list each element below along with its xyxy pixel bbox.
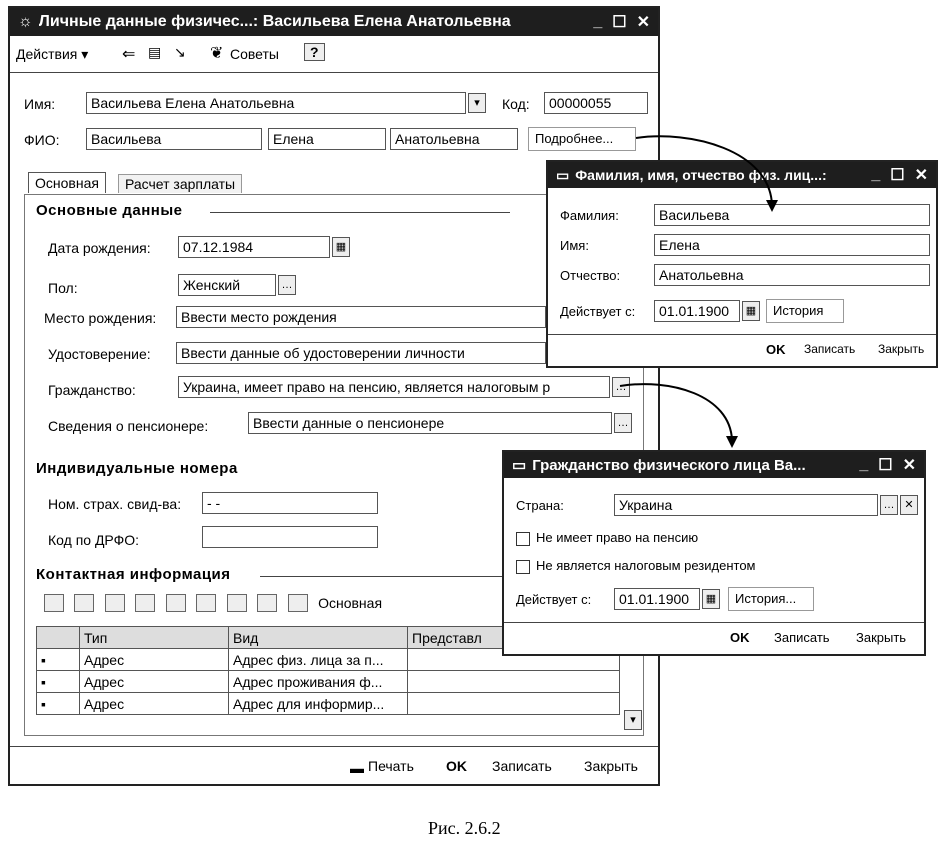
no-pension-checkbox[interactable] — [516, 532, 530, 546]
fio-dialog-title: Фамилия, имя, отчество физ. лиц...: — [575, 167, 827, 183]
country-label: Страна: — [516, 498, 564, 513]
name-dropdown-icon[interactable]: ▾ — [468, 93, 486, 113]
dialog-icon: ▭ — [556, 166, 570, 183]
citizenship-dialog — [502, 450, 926, 656]
clear-filter-icon[interactable] — [257, 594, 277, 612]
history-button[interactable]: История... — [728, 587, 814, 611]
filter-icon[interactable] — [166, 594, 186, 612]
table-cell — [408, 671, 620, 693]
main-mark-icon[interactable] — [288, 594, 308, 612]
table-row[interactable] — [37, 671, 620, 693]
calendar-icon[interactable]: ▦ — [702, 589, 720, 609]
contact-toolbar — [44, 594, 504, 616]
minimize-icon[interactable]: _ — [859, 456, 869, 473]
help-button[interactable]: ? — [304, 43, 325, 61]
ok-button[interactable]: OK — [766, 342, 786, 357]
arrow-head-cit — [726, 436, 738, 448]
table-cell: Адрес физ. лица за п... — [229, 649, 408, 671]
row-icon: ▪ — [37, 671, 80, 693]
ok-button[interactable]: OK — [446, 758, 467, 774]
close-button[interactable]: Закрыть — [584, 758, 638, 774]
drfo-input[interactable] — [202, 526, 378, 548]
table-cell: Адрес — [80, 671, 229, 693]
save-button[interactable]: Записать — [804, 342, 856, 356]
calendar-icon[interactable]: ▦ — [742, 301, 760, 321]
close-button[interactable]: Закрыть — [878, 342, 925, 356]
birth-date-input[interactable]: 07.12.1984 — [178, 236, 330, 258]
no-pension-label: Не имеет право на пенсию — [536, 530, 699, 545]
row-icon: ▪ — [37, 649, 80, 671]
close-icon[interactable]: ✕ — [636, 14, 650, 31]
settings-icon[interactable] — [196, 594, 216, 612]
citizenship-select-icon[interactable]: … — [612, 377, 630, 397]
minimize-icon[interactable]: _ — [593, 13, 603, 30]
pension-input[interactable]: Ввести данные о пенсионере — [248, 412, 612, 434]
valid-from-input[interactable]: 01.01.1900 — [654, 300, 740, 322]
fio-dialog-divider — [548, 334, 936, 335]
drfo-label: Код по ДРФО: — [48, 532, 140, 548]
birthplace-label: Место рождения: — [44, 310, 157, 326]
table-header-cell[interactable]: Тип — [80, 627, 229, 649]
edit-row-icon[interactable] — [105, 594, 125, 612]
close-icon[interactable]: ✕ — [914, 167, 928, 184]
last-name-label: Фамилия: — [560, 208, 619, 223]
history-button[interactable]: История — [766, 299, 844, 323]
code-input[interactable]: 00000055 — [544, 92, 648, 114]
main-window-title: Личные данные физичес...: Васильева Елена Анатольевна — [38, 13, 511, 30]
close-icon[interactable]: ✕ — [902, 457, 916, 474]
cit-dialog-titlebar[interactable] — [504, 452, 924, 478]
maximize-icon[interactable]: ☐ — [890, 167, 905, 184]
middle-name-label: Отчество: — [560, 268, 621, 283]
table-header-cell[interactable]: Представл — [408, 627, 620, 649]
pension-label: Сведения о пенсионере: — [48, 418, 209, 434]
id-doc-input[interactable]: Ввести данные об удостоверении личности — [176, 342, 546, 364]
snils-label: Ном. страх. свид-ва: — [48, 496, 182, 512]
table-header-cell[interactable] — [37, 627, 80, 649]
fio-first-input[interactable]: Елена — [268, 128, 386, 150]
first-name-input[interactable]: Елена — [654, 234, 930, 256]
middle-name-input[interactable]: Анатольевна — [654, 264, 930, 286]
app-icon: ☼ — [18, 13, 33, 30]
basic-data-header: Основные данные — [36, 202, 183, 219]
back-arrow-icon[interactable]: ⇐ — [122, 46, 136, 63]
main-titlebar[interactable] — [10, 8, 658, 36]
valid-from-input[interactable]: 01.01.1900 — [614, 588, 700, 610]
main-toolbar — [14, 42, 654, 68]
save-button[interactable]: Записать — [774, 630, 830, 645]
country-select-icon[interactable]: … — [880, 495, 898, 515]
copy-row-icon[interactable] — [74, 594, 94, 612]
table-row[interactable] — [37, 693, 620, 715]
toolbar-divider — [10, 72, 658, 73]
id-doc-label: Удостоверение: — [48, 346, 151, 362]
citizenship-label: Гражданство: — [48, 382, 136, 398]
fio-middle-input[interactable]: Анатольевна — [390, 128, 518, 150]
dropdown-icon[interactable] — [227, 594, 247, 612]
minimize-icon[interactable]: _ — [871, 166, 881, 183]
country-clear-icon[interactable]: ✕ — [900, 495, 918, 515]
cit-dialog-divider — [504, 622, 924, 623]
maximize-icon[interactable]: ☐ — [878, 457, 893, 474]
not-resident-checkbox[interactable] — [516, 560, 530, 574]
main-window — [8, 6, 660, 786]
contact-info-divider — [260, 576, 510, 577]
figure-caption: Рис. 2.6.2 — [428, 818, 501, 838]
delete-row-icon[interactable] — [135, 594, 155, 612]
contact-main-button[interactable]: Основная — [318, 595, 383, 611]
last-name-input[interactable]: Васильева — [654, 204, 930, 226]
valid-from-label: Действует с: — [516, 592, 592, 607]
pension-select-icon[interactable]: … — [614, 413, 632, 433]
calendar-icon[interactable]: ▦ — [332, 237, 350, 257]
table-cell: Адрес — [80, 649, 229, 671]
citizenship-input[interactable]: Украина, имеет право на пенсию, является налоговым р — [178, 376, 610, 398]
first-name-label: Имя: — [560, 238, 589, 253]
actions-menu[interactable]: Действия ▾ — [16, 46, 89, 62]
individual-numbers-header: Индивидуальные номера — [36, 460, 238, 477]
table-cell — [408, 693, 620, 715]
save-button[interactable]: Записать — [492, 758, 552, 774]
fio-last-input[interactable]: Васильева — [86, 128, 262, 150]
table-cell: Адрес для информир... — [229, 693, 408, 715]
valid-from-label: Действует с: — [560, 304, 636, 319]
birthplace-input[interactable]: Ввести место рождения — [176, 306, 546, 328]
tips-button[interactable]: Советы — [230, 46, 279, 62]
cit-dialog-title: Гражданство физического лица Ва... — [532, 456, 806, 474]
printer-icon[interactable]: ▬ — [350, 760, 364, 776]
country-input[interactable]: Украина — [614, 494, 878, 516]
bottom-divider — [10, 746, 658, 747]
maximize-icon[interactable]: ☐ — [612, 14, 627, 31]
fio-dialog-titlebar[interactable] — [548, 162, 936, 188]
list-icon[interactable]: ▤ — [148, 44, 162, 60]
tab-basic[interactable]: Основная — [28, 172, 106, 193]
sex-input[interactable]: Женский — [178, 274, 276, 296]
name-label: Имя: — [24, 96, 56, 112]
not-resident-label: Не является налоговым резидентом — [536, 558, 756, 573]
dialog-icon: ▭ — [512, 457, 527, 474]
close-button[interactable]: Закрыть — [856, 630, 907, 645]
name-input[interactable]: Васильева Елена Анатольевна — [86, 92, 466, 114]
snils-input[interactable]: - - — [202, 492, 378, 514]
tips-icon[interactable]: ❦ — [210, 45, 224, 62]
birth-date-label: Дата рождения: — [48, 240, 151, 256]
print-button[interactable]: Печать — [368, 758, 414, 774]
structure-icon[interactable]: ↘ — [174, 44, 186, 60]
add-row-icon[interactable] — [44, 594, 64, 612]
fio-label: ФИО: — [24, 132, 60, 148]
contact-info-header: Контактная информация — [36, 566, 231, 583]
table-cell: Адрес — [80, 693, 229, 715]
row-icon: ▪ — [37, 693, 80, 715]
scroll-down-icon[interactable]: ▾ — [624, 710, 642, 730]
ok-button[interactable]: OK — [730, 630, 750, 645]
fio-dialog — [546, 160, 938, 368]
tab-salary[interactable]: Расчет зарплаты — [118, 174, 242, 193]
sex-label: Пол: — [48, 280, 78, 296]
table-header-cell[interactable]: Вид — [229, 627, 408, 649]
details-button[interactable]: Подробнее... — [528, 127, 636, 151]
basic-data-divider — [210, 212, 510, 213]
code-label: Код: — [502, 96, 530, 112]
table-cell: Адрес проживания ф... — [229, 671, 408, 693]
sex-select-icon[interactable]: … — [278, 275, 296, 295]
